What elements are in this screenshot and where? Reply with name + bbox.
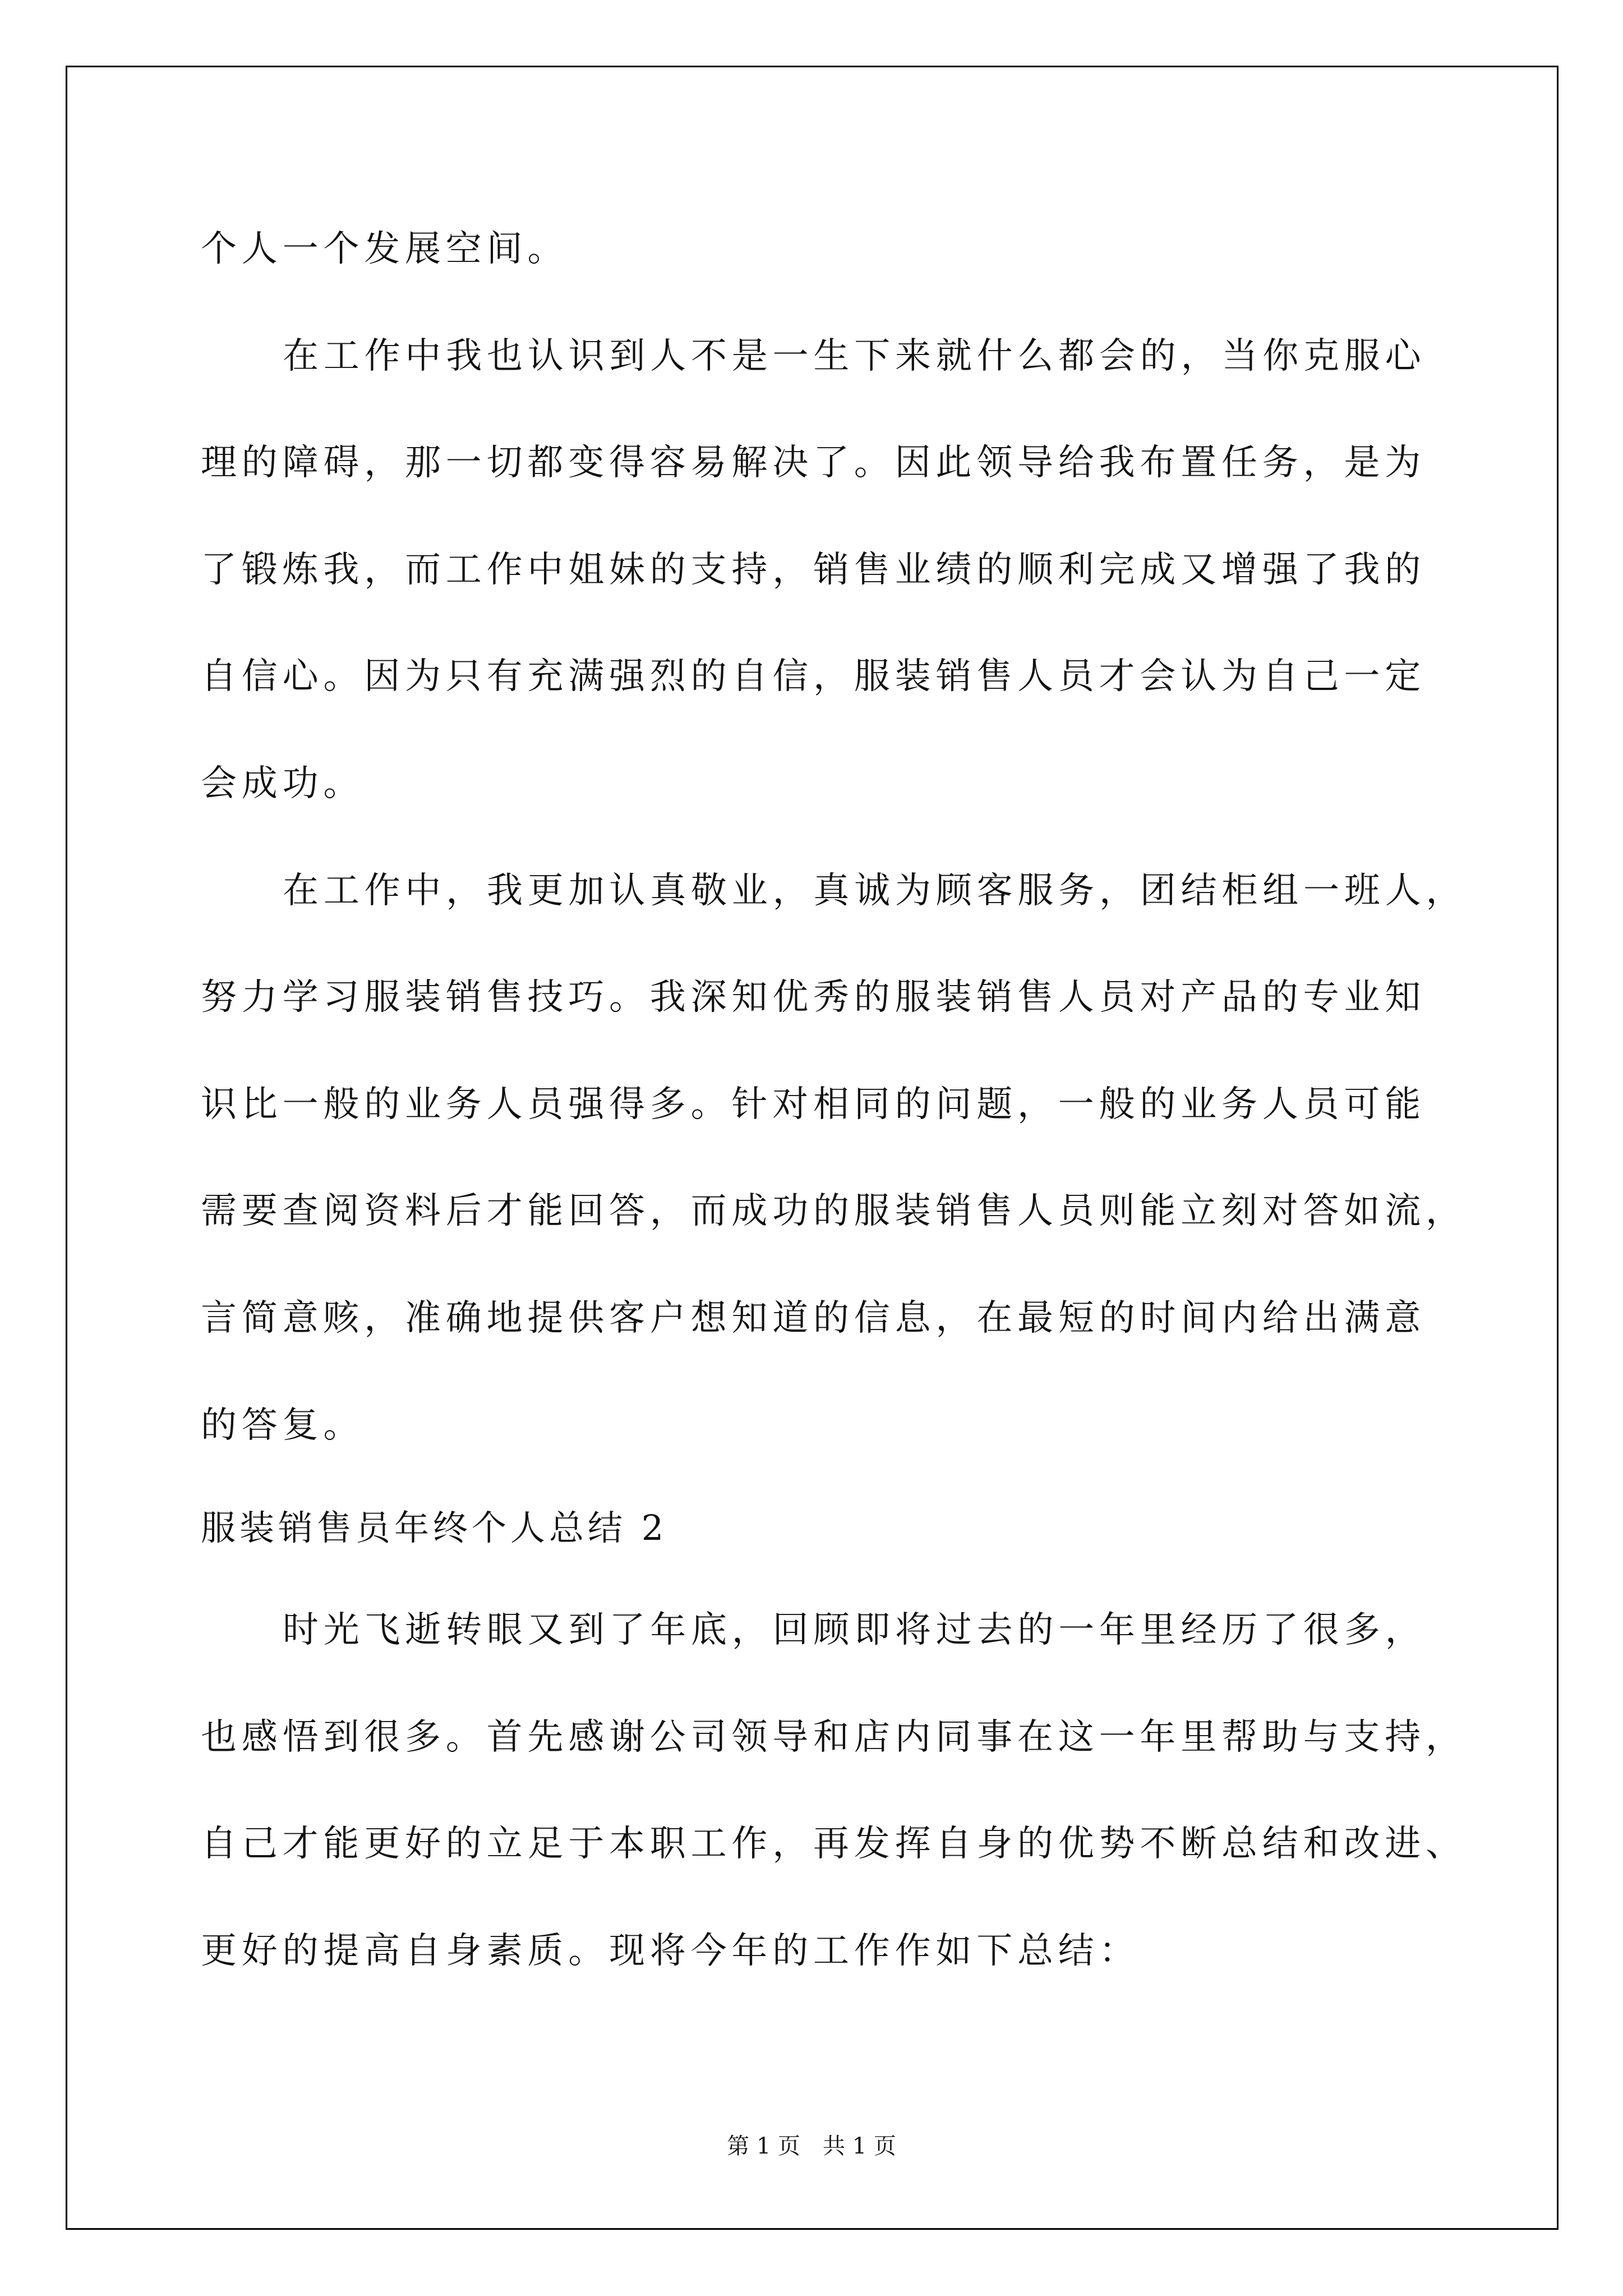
text-line: 在工作中我也认识到人不是一生下来就什么都会的，当你克服心 xyxy=(283,335,1426,377)
text-line: 识比一般的业务人员强得多。针对相同的问题，一般的业务人员可能 xyxy=(201,1083,1426,1125)
section-heading: 服装销售员年终个人总结 2 xyxy=(201,1507,668,1549)
text-line: 言简意赅，准确地提供客户想知道的信息，在最短的时间内给出满意 xyxy=(201,1297,1426,1339)
paragraph xyxy=(201,303,1547,838)
page-number-label: 第 1 页 共 1 页 xyxy=(727,2133,896,2159)
document-body xyxy=(201,196,1547,2005)
text-line: 会成功。 xyxy=(201,762,365,804)
text-line: 需要查阅资料后才能回答，而成功的服装销售人员则能立刻对答如流， xyxy=(201,1190,1467,1232)
text-line: 个人一个发展空间。 xyxy=(201,228,569,270)
text-line: 时光飞逝转眼又到了年底，回顾即将过去的一年里经历了很多， xyxy=(283,1609,1426,1651)
paragraph xyxy=(201,838,1547,1479)
text-line: 在工作中，我更加认真敬业，真诚为顾客服务，团结柜组一班人， xyxy=(283,869,1467,912)
paragraph xyxy=(201,196,1547,303)
text-line: 自信心。因为只有充满强烈的自信，服装销售人员才会认为自己一定 xyxy=(201,656,1426,698)
text-line: 自己才能更好的立足于本职工作，再发挥自身的优势不断总结和改进、 xyxy=(201,1823,1467,1865)
page-footer xyxy=(0,2129,1623,2163)
text-line: 的答复。 xyxy=(201,1404,365,1446)
text-line: 更好的提高自身素质。现将今年的工作作如下总结： xyxy=(201,1930,1140,1972)
text-line: 努力学习服装销售技巧。我深知优秀的服装销售人员对产品的专业知 xyxy=(201,977,1426,1019)
text-line: 了锻炼我，而工作中姐妹的支持，销售业绩的顺利完成又增强了我的 xyxy=(201,549,1426,591)
text-line: 理的障碍，那一切都变得容易解决了。因此领导给我布置任务，是为 xyxy=(201,442,1426,484)
paragraph xyxy=(201,1577,1547,2004)
text-line: 也感悟到很多。首先感谢公司领导和店内同事在这一年里帮助与支持， xyxy=(201,1716,1467,1758)
